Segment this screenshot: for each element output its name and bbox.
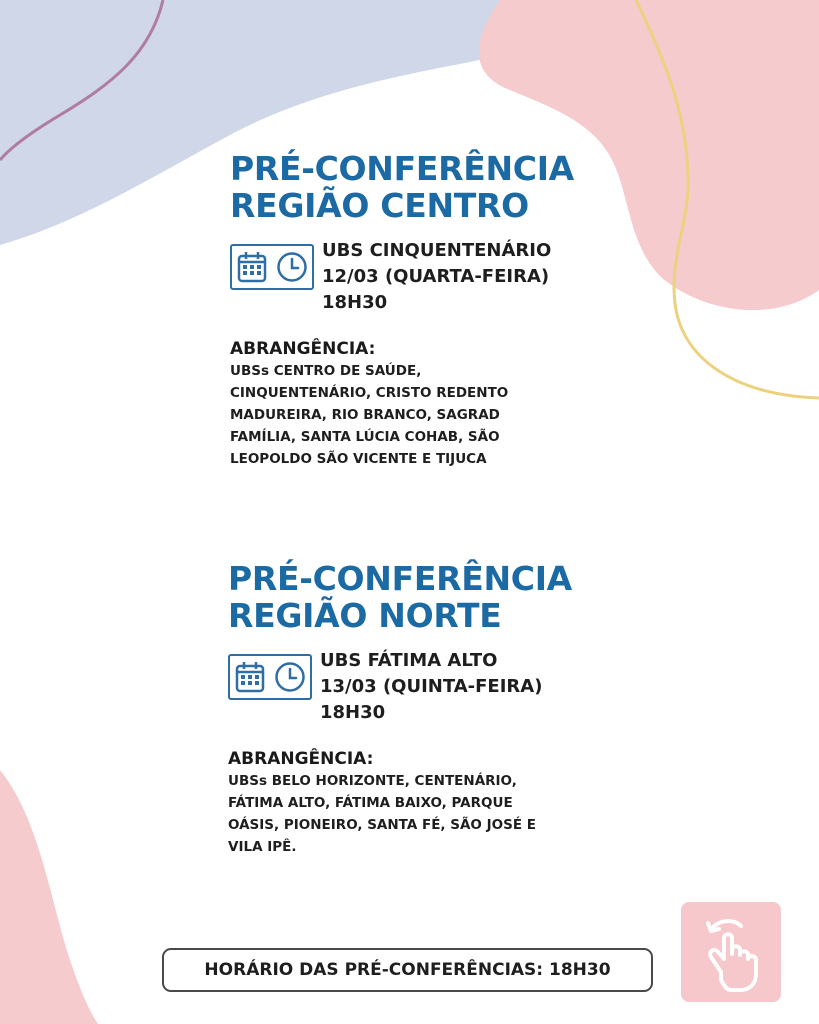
event-time: 18H30 — [320, 702, 386, 723]
clock-icon — [276, 251, 308, 283]
event-date: 13/03 (QUINTA-FEIRA) — [320, 676, 543, 697]
calendar-icon — [235, 661, 265, 693]
calendar-icon — [237, 251, 267, 283]
event-details — [322, 238, 551, 316]
scope-line: UBSs BELO HORIZONTE, CENTENÁRIO, — [228, 773, 517, 789]
section-regiao-centro — [230, 150, 574, 470]
section-title-line1: PRÉ-CONFERÊNCIA — [230, 149, 574, 188]
scope-block — [230, 338, 574, 470]
swipe-hand-icon — [681, 902, 781, 1002]
scope-line: FÁTIMA ALTO, FÁTIMA BAIXO, PARQUE — [228, 795, 513, 811]
scope-line: OÁSIS, PIONEIRO, SANTA FÉ, SÃO JOSÉ E — [228, 817, 536, 833]
section-title-line1: PRÉ-CONFERÊNCIA — [228, 559, 572, 598]
scope-line: CINQUENTENÁRIO, CRISTO REDENTO — [230, 385, 509, 401]
event-location: UBS FÁTIMA ALTO — [320, 650, 498, 671]
scope-line: UBSs CENTRO DE SAÚDE, — [230, 363, 422, 379]
clock-icon — [274, 661, 306, 693]
event-location: UBS CINQUENTENÁRIO — [322, 240, 552, 261]
date-time-icons — [230, 244, 314, 290]
section-regiao-norte — [228, 560, 572, 858]
swipe-hint[interactable] — [681, 902, 781, 1002]
event-info — [228, 648, 572, 726]
scope-line: MADUREIRA, RIO BRANCO, SAGRAD — [230, 407, 500, 423]
scope-line: FAMÍLIA, SANTA LÚCIA COHAB, SÃO — [230, 429, 500, 445]
scope-line: VILA IPÊ. — [228, 839, 297, 855]
scope-block — [228, 748, 572, 858]
pink-blob-bottom — [0, 770, 98, 1024]
event-details — [320, 648, 542, 726]
schedule-footer-text: HORÁRIO DAS PRÉ-CONFERÊNCIAS: 18H30 — [204, 960, 611, 980]
schedule-footer — [162, 948, 653, 992]
scope-line: LEOPOLDO SÃO VICENTE E TIJUCA — [230, 451, 487, 467]
event-date: 12/03 (QUARTA-FEIRA) — [322, 266, 550, 287]
section-title-line2: REGIÃO NORTE — [228, 596, 502, 635]
event-time: 18H30 — [322, 292, 388, 313]
scope-heading: ABRANGÊNCIA: — [230, 339, 376, 359]
date-time-icons — [228, 654, 312, 700]
event-info — [230, 238, 574, 316]
scope-heading: ABRANGÊNCIA: — [228, 749, 374, 769]
section-title-line2: REGIÃO CENTRO — [230, 186, 529, 225]
